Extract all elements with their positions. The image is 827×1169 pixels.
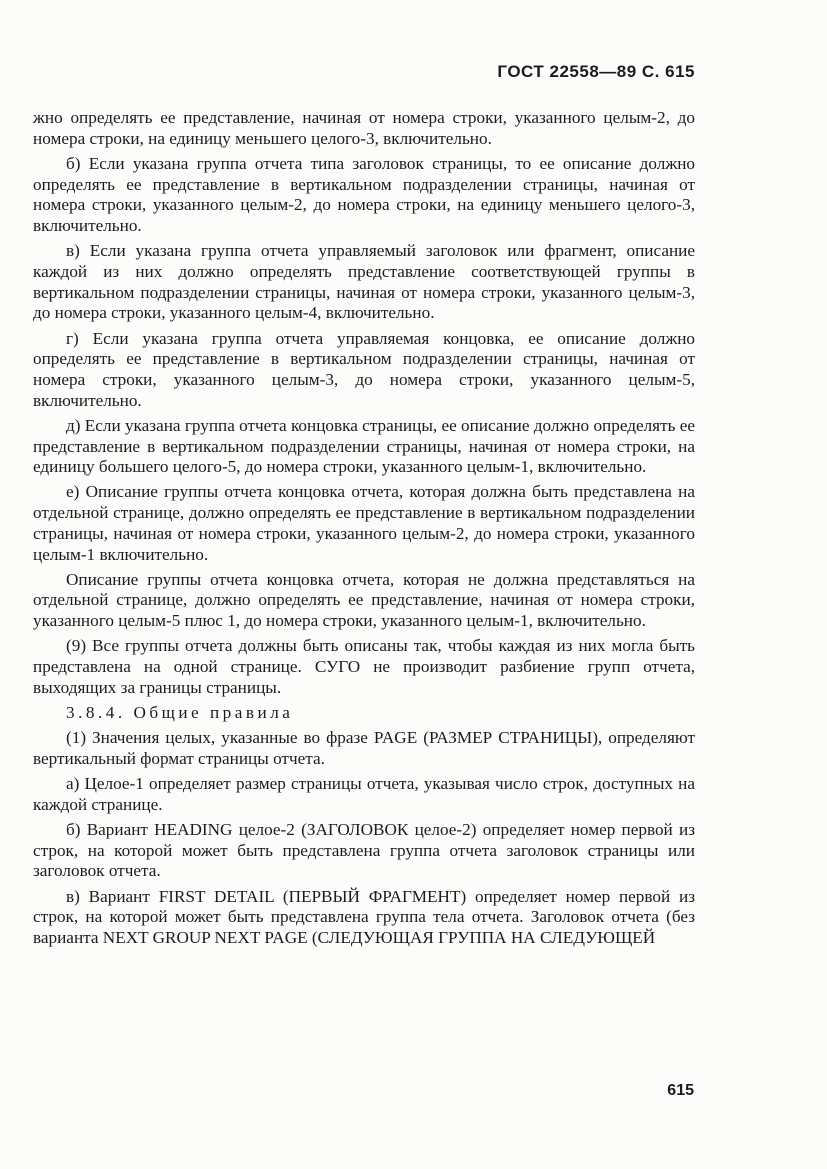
paragraph-e: е) Описание группы отчета концовка отчета, которая должна быть представлена на отдельной странице, должно определять ее представление в вертикальном подразделении страницы, начиная от номера строки, указанного целым-2, до номера строки, указанного целым-1 включительно. [33,482,695,564]
paragraph-a: а) Целое-1 определяет размер страницы отчета, указывая число строк, доступных на каждой странице. [33,774,695,814]
section-heading: 3.8.4. Общие правила [66,702,294,722]
body-text [33,108,695,953]
paragraph-rule-9: (9) Все группы отчета должны быть описаны так, чтобы каждая из них могла быть представлена на одной странице. СУГО не производит разбиение групп отчета, выходящих за границы страницы. [33,636,695,697]
paragraph-first-detail-option: в) Вариант FIRST DETAIL (ПЕРВЫЙ ФРАГМЕНТ) определяет номер первой из строк, на которой может быть представлена группа тела отчета. Заголовок отчета (без варианта NEXT GROUP NEXT PAGE (СЛЕДУЮЩАЯ ГРУППА НА СЛЕДУЮЩЕЙ [33,886,695,948]
paragraph-continuation: жно определять ее представление, начиная от номера строки, указанного целым-2, до номера строки, на единицу меньшего целого-3, включительно. [33,108,695,148]
paragraph-heading-option: б) Вариант HEADING целое-2 (ЗАГОЛОВОК целое-2) определяет номер первой из строк, на которой может быть представлена группа отчета заголовок страницы или заголовок отчета. [33,820,695,881]
page-number: 615 [667,1082,694,1099]
page-header: ГОСТ 22558—89 С. 615 [497,62,695,81]
paragraph-v: в) Если указана группа отчета управляемый заголовок или фрагмент, описание каждой из них должно определять представление соответствующей группы в вертикальном подразделении страницы, начиная от номера строки, указанного целым-3, до номера строки, указанного целым-4, включительно. [33,241,695,323]
paragraph-rule-1: (1) Значения целых, указанные во фразе PAGE (РАЗМЕР СТРАНИЦЫ), определяют вертикальный формат страницы отчета. [33,728,695,768]
paragraph-d: д) Если указана группа отчета концовка страницы, ее описание должно определять ее представление в вертикальном подразделении страницы, начиная от номера строки, на единицу большего целого-5, до номера строки, указанного целым-1, включительно. [33,415,695,477]
paragraph-report-footing: Описание группы отчета концовка отчета, которая не должна представляться на отдельной странице, должно определять ее представление, начиная от номера строки, указанного целым-5 плюс 1, до номера строки, указанного целым-1, включительно. [33,569,695,631]
paragraph-b: б) Если указана группа отчета типа заголовок страницы, то ее описание должно определять ее представление в вертикальном подразделении страницы, начиная от номера строки, указанного целым-2, до номера строки, на единицу меньшего целого-3, включительно. [33,153,695,236]
paragraph-g: г) Если указана группа отчета управляемая концовка, ее описание должно определять ее представление в вертикальном подразделении страницы, начиная от номера строки, указанного целым-3, до номера строки, указанного целым-5, включительно. [33,328,695,410]
